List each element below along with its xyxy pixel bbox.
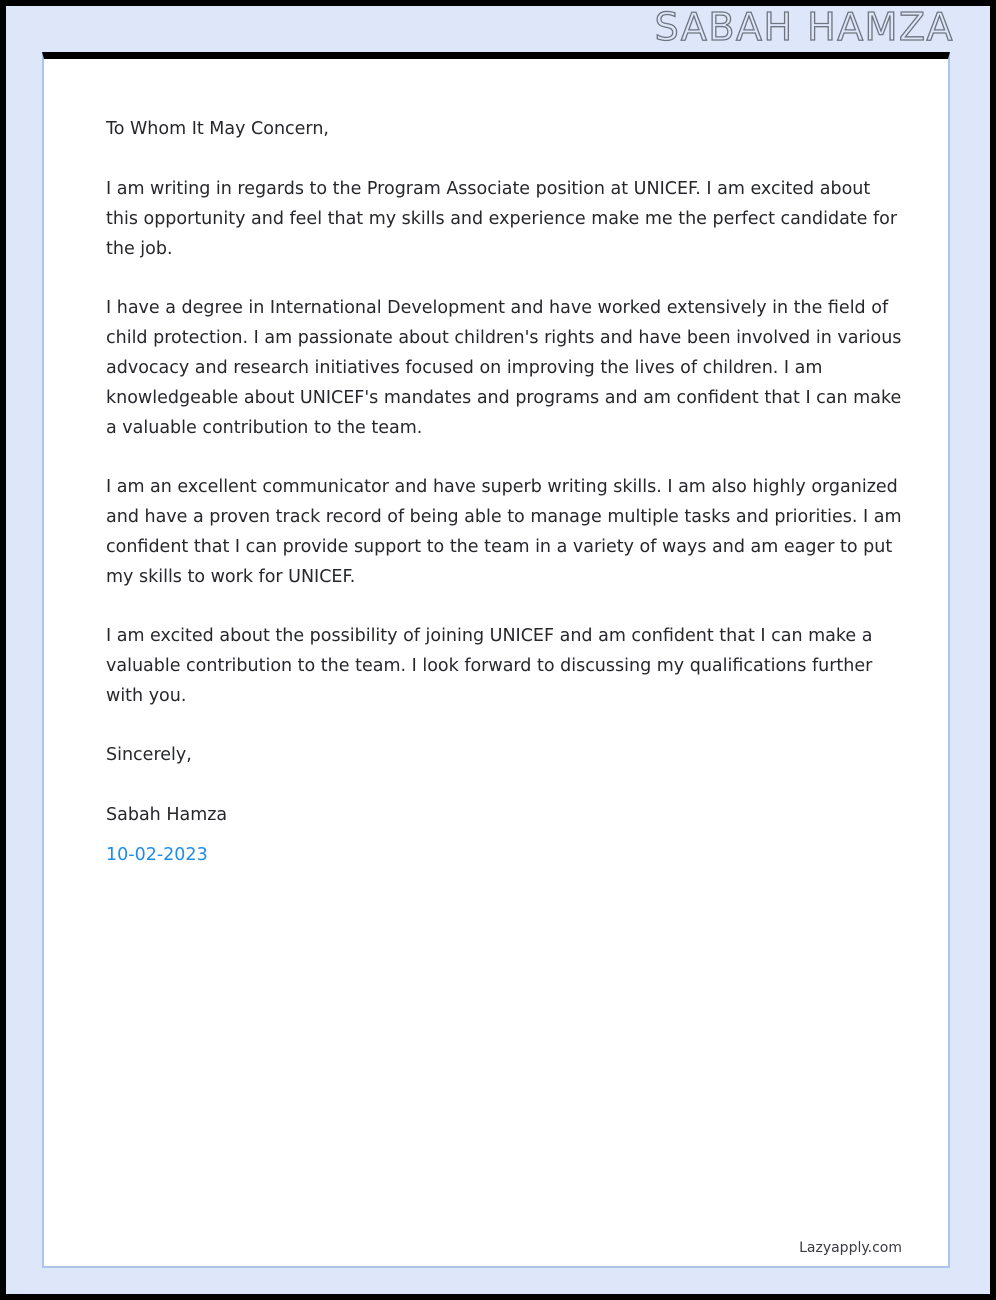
letter-paragraph-2: I have a degree in International Development and have worked extensively in the field of child protection. I am passionate about children's rights and have been involved in various advocacy and research initiatives focused on improving the lives of children. I am knowledgeable about UNICEF's mandates and programs and am confident that I can make a valuable contribution to the team. [106, 298, 902, 438]
letter-paragraph-3: I am an excellent communicator and have superb writing skills. I am also highly organized and have a proven track record of being able to manage multiple tasks and priorities. I am confident that I can provide support to the team in a variety of ways and am eager to put my skills to work for UNICEF. [106, 477, 902, 587]
letter-date: 10-02-2023 [106, 845, 208, 865]
page-footer-branding: Lazyapply.com [799, 1240, 902, 1256]
document-header [6, 6, 990, 52]
letter-body [44, 66, 948, 1266]
document-mat [6, 6, 990, 1294]
letter-paragraph-1: I am writing in regards to the Program Associate position at UNICEF. I am excited about this opportunity and feel that my skills and experience make me the perfect candidate for the job. [106, 179, 898, 259]
page-title: SABAH HAMZA [654, 5, 954, 49]
letter-page [42, 52, 950, 1268]
letter-signature-name: Sabah Hamza [106, 805, 228, 825]
letter-salutation: To Whom It May Concern, [106, 119, 329, 139]
letter-paragraph-4: I am excited about the possibility of joining UNICEF and am confident that I can make a valuable contribution to the team. I look forward to discussing my qualifications further with you. [106, 626, 873, 706]
letter-closing: Sincerely, [106, 745, 192, 765]
